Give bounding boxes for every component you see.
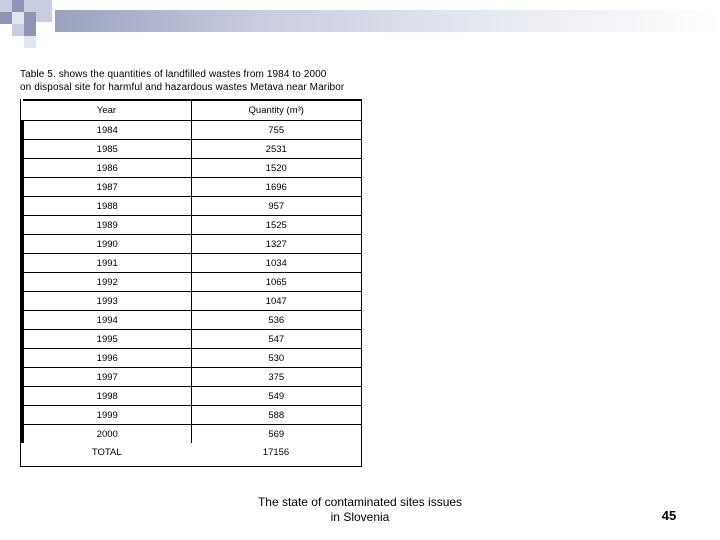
table-row: [23, 235, 362, 254]
year-cell: 1997: [23, 368, 192, 387]
table-row: [23, 387, 362, 406]
table-row: [23, 349, 362, 368]
slide-footer: [250, 495, 470, 525]
decor-square: [24, 24, 36, 36]
quantity-cell: 1034: [191, 254, 361, 273]
caption-line-2: on disposal site for harmful and hazardous wastes Metava near Maribor: [20, 81, 345, 93]
year-cell: 1989: [23, 216, 192, 235]
table-row: [23, 311, 362, 330]
table-row: [23, 273, 362, 292]
year-cell: 1999: [23, 406, 192, 425]
table-row: [23, 178, 362, 197]
year-cell: 1990: [23, 235, 192, 254]
quantity-cell: 569: [191, 425, 361, 444]
year-cell: 1992: [23, 273, 192, 292]
decor-square: [24, 36, 36, 48]
year-cell: 1996: [23, 349, 192, 368]
quantity-cell: 1065: [191, 273, 361, 292]
total-value-cell: 17156: [262, 446, 290, 458]
decor-square: [24, 12, 36, 24]
year-cell: 1994: [23, 311, 192, 330]
table-row: [23, 197, 362, 216]
year-cell: 1985: [23, 140, 192, 159]
decor-square: [0, 0, 12, 12]
year-cell: 1998: [23, 387, 192, 406]
table-total-row: [23, 443, 362, 461]
year-cell: 1986: [23, 159, 192, 178]
waste-quantities-table: [20, 99, 362, 467]
header-gradient-bar: [55, 10, 720, 32]
decor-square: [36, 0, 52, 22]
table-row: [23, 216, 362, 235]
table-row: [23, 425, 362, 444]
page-number: 45: [661, 508, 677, 523]
decor-square: [24, 0, 36, 12]
quantity-cell: 1047: [191, 292, 361, 311]
quantity-cell: 530: [191, 349, 361, 368]
quantity-cell: 549: [191, 387, 361, 406]
column-header-year: Year: [23, 100, 192, 121]
decor-square: [12, 24, 24, 36]
quantity-cell: 957: [191, 197, 361, 216]
header-decoration: [0, 0, 720, 50]
year-cell: 1991: [23, 254, 192, 273]
table-caption: [20, 69, 380, 94]
year-cell: 1987: [23, 178, 192, 197]
quantity-cell: 1327: [191, 235, 361, 254]
decor-square: [0, 12, 12, 24]
year-cell: 1993: [23, 292, 192, 311]
table-row: [23, 292, 362, 311]
footer-line-1: The state of contaminated sites issues: [257, 495, 463, 509]
quantity-cell: 547: [191, 330, 361, 349]
caption-line-1: Table 5. shows the quantities of landfilled wastes from 1984 to 2000: [20, 69, 327, 80]
table-row: [23, 406, 362, 425]
quantity-cell: 1696: [191, 178, 361, 197]
year-cell: 2000: [23, 425, 192, 444]
year-cell: 1988: [23, 197, 192, 216]
quantity-cell: 588: [191, 406, 361, 425]
decor-square: [12, 12, 24, 24]
quantity-cell: 375: [191, 368, 361, 387]
table-row: [23, 121, 362, 140]
year-cell: 1995: [23, 330, 192, 349]
table-row: [23, 159, 362, 178]
quantity-cell: 755: [191, 121, 361, 140]
quantity-cell: 1525: [191, 216, 361, 235]
total-label-cell: TOTAL: [91, 446, 122, 458]
footer-line-2: in Slovenia: [330, 510, 390, 524]
table-row: [23, 140, 362, 159]
table-row: [23, 254, 362, 273]
decor-square: [12, 0, 24, 12]
quantity-cell: 1520: [191, 159, 361, 178]
table-row: [23, 330, 362, 349]
table-row: [23, 368, 362, 387]
quantity-cell: 2531: [191, 140, 361, 159]
column-header-quantity: Quantity (m³): [191, 100, 361, 121]
table-header-row: [23, 100, 362, 121]
year-cell: 1984: [23, 121, 192, 140]
quantity-cell: 536: [191, 311, 361, 330]
